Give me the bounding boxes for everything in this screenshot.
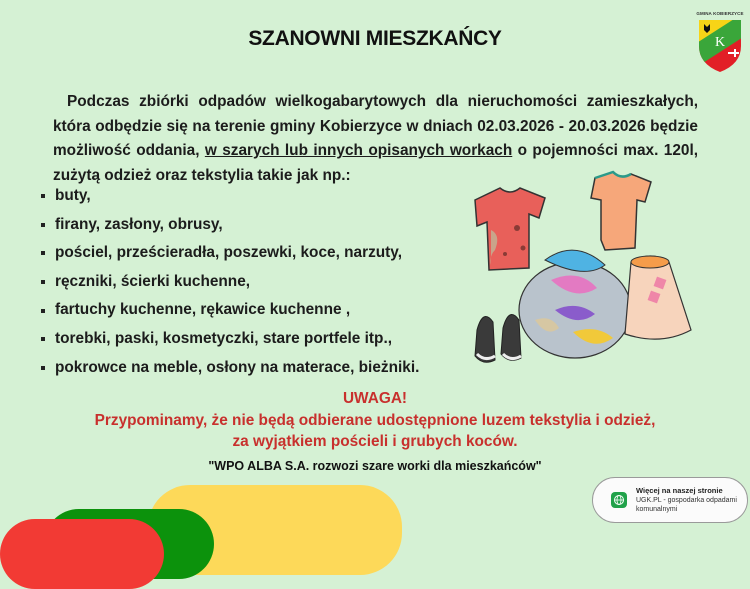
list-item [38, 268, 419, 297]
bullet-icon [41, 337, 45, 341]
bullet-icon [41, 280, 45, 284]
website-subtitle: UGK.PL - gospodarka odpadami komunalnymi [636, 497, 737, 513]
bullet-icon [41, 309, 45, 313]
warning-block [0, 388, 750, 453]
intro-text-end: o pojemności max. 120l, zużytą odzież oraz tekstylia takie jak np.: [53, 142, 698, 184]
quote-text: "WPO ALBA S.A. rozwozi szare worki dla mieszkańców" [208, 459, 542, 473]
coat-of-arms-icon [695, 12, 745, 74]
warning-heading: UWAGA! [342, 390, 408, 407]
textile-list [38, 182, 419, 382]
warning-line: za wyjątkiem pościeli i grubych koców. [232, 433, 518, 450]
list-item [38, 354, 419, 383]
page-title: SZANOWNI MIESZKAŃCY [248, 27, 502, 50]
warning-line: Przypominamy, że nie będą odbierane udostępnione luzem tekstylia i odzież, [94, 411, 656, 429]
bullet-icon [41, 223, 45, 227]
website-link-box[interactable] [592, 477, 748, 523]
intro-text: Podczas zbiórki odpadów wielkogabarytowych dla nieruchomości zamieszkałych, która odbędzie się na terenie gminy Kobierzyce w dniach 02.03.2026 - 20.03.2026 będzie możliwość oddania, [53, 93, 698, 159]
intro-underlined: w szarych lub innych opisanych workach [204, 142, 513, 159]
bullet-icon [41, 366, 45, 370]
list-item [38, 325, 419, 354]
list-item-label: ręczniki, ścierki kuchenne, [55, 272, 251, 290]
crest-label: GMINA KOBIERZYCE [696, 11, 744, 16]
list-item-label: firany, zasłony, obrusy, [55, 215, 223, 233]
bullet-icon [41, 194, 45, 198]
bullet-icon [41, 251, 45, 255]
globe-icon [611, 492, 627, 508]
clothes-pile-illustration [455, 170, 695, 370]
list-item-label: pokrowce na meble, osłony na materace, bieżniki. [55, 358, 420, 376]
list-item [38, 182, 419, 211]
list-item-label: pościel, prześcieradła, poszewki, koce, narzuty, [55, 244, 402, 262]
list-item [38, 239, 419, 268]
svg-text:K: K [714, 35, 726, 50]
decorative-red-shape [0, 519, 164, 589]
website-title: Więcej na naszej stronie [636, 486, 723, 495]
list-item [38, 296, 419, 325]
list-item-label: fartuchy kuchenne, rękawice kuchenne , [55, 301, 351, 319]
list-item-label: torebki, paski, kosmetyczki, stare portfele itp., [55, 329, 393, 347]
list-item [38, 211, 419, 240]
list-item-label: buty, [55, 187, 91, 204]
